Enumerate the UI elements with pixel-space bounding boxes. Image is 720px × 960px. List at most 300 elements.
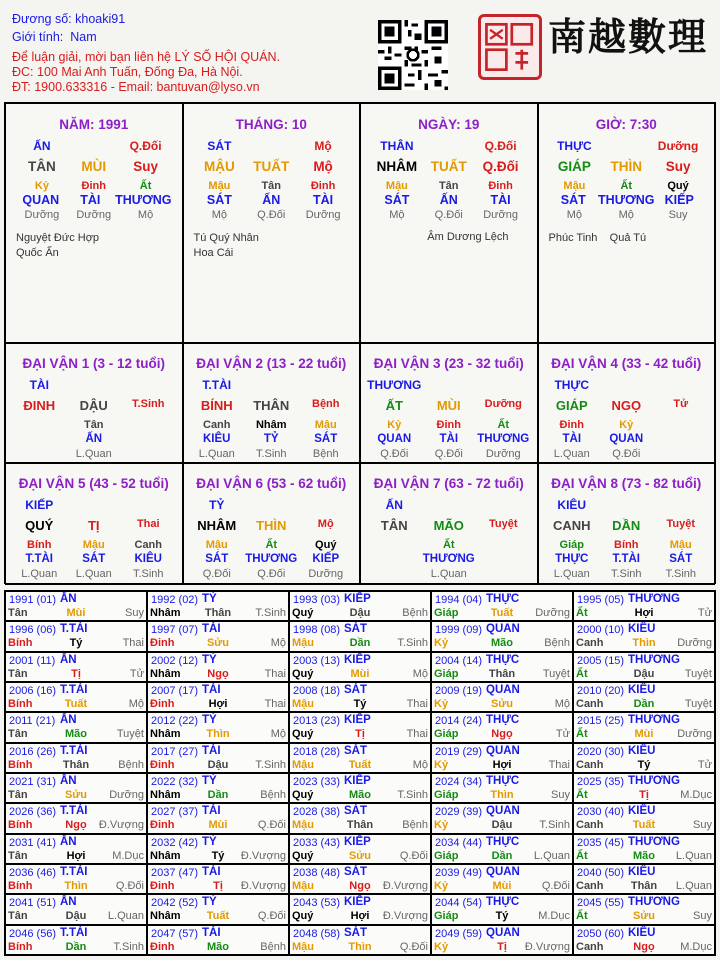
special-stars [16,231,99,261]
year-label: 2014 (24) [435,715,483,728]
year-stem: Kỷ [434,880,449,892]
year-branch: Thân [62,758,90,771]
pillar-value: THÌN [610,159,642,174]
dai-van-hidden-row [6,539,182,551]
year-label: 1997 (07) [151,624,199,637]
year-branch: Mùi [208,819,228,832]
year-state: Q.Đối [257,910,286,923]
year-stem: Kỷ [434,758,449,771]
year-pillar-row [574,728,714,740]
dai-van-state: Mộ [317,518,334,530]
pillar-value: ẤN [439,193,458,207]
ten-god: SÁT [205,553,229,565]
year-cell [5,621,147,651]
year-branch: Sửu [490,698,513,710]
year-star: QUAN [486,926,520,939]
year-pillar-row [148,607,288,619]
hidden-stem: Bính [27,539,52,551]
year-star: THỰC [486,775,520,787]
year-stem: Bính [8,698,33,710]
year-state: Thai [122,637,144,650]
year-cell [147,743,289,773]
pillar-value: SÁT [206,193,232,207]
year-stem: Tân [8,849,28,862]
year-branch: Mão [490,637,513,650]
year-label: 2011 (21) [9,715,56,728]
year-branch: Dậu [633,667,655,680]
year-label: 2012 (22) [151,715,199,728]
hidden-stem [654,419,709,431]
dai-van-pillar-row [6,518,182,533]
pillar-row [361,209,537,221]
ten-god: ẤN [85,433,103,445]
hidden-stem [476,539,531,551]
year-stem: Đinh [150,880,175,892]
dai-van-title: ĐẠI VẬN 6 (53 - 62 tuổi) [196,476,347,491]
year-pillar-row [574,789,714,801]
pillar-title: NĂM: 1991 [59,117,129,132]
year-branch: Thìn [206,728,230,741]
year-stem: Nhâm [150,607,181,619]
year-state: M.Dục [112,849,144,862]
year-label: 2009 (19) [435,685,483,697]
year-state: Đ.Vượng [240,880,286,892]
pillar-value: SÁT [560,193,586,207]
year-pillar-row [148,789,288,801]
pillar-row [6,139,182,153]
dai-van-state: Dưỡng [484,398,522,410]
pillar-row [6,159,182,174]
brand-logo-text: 南越數理 [548,14,709,59]
ten-god: THƯƠNG [245,553,298,565]
dai-van-title: ĐẠI VẬN 3 (23 - 32 tuổi) [373,356,524,371]
pillar-row [6,209,182,221]
spacer [654,378,709,392]
pillar-value: Q.Đối [129,139,162,153]
life-stage [12,448,67,460]
special-star: Âm Dương Lệch [427,231,509,243]
dai-van-god-row [184,553,360,565]
dai-van-title: ĐẠI VẬN 7 (63 - 72 tuổi) [373,476,524,491]
year-label: 2006 (16) [9,685,57,697]
pillar-value: Mộ [211,209,228,221]
dai-van-pillar-row [184,518,360,533]
year-label: 2022 (32) [151,776,199,788]
year-branch: Thân [630,880,658,892]
year-stem: Giáp [434,849,459,862]
dai-van-stem: QUÝ [25,518,54,533]
dai-van-star-row [6,498,182,512]
year-state: Mộ [412,758,428,771]
pillar-value: TÂN [28,159,56,174]
year-label: 2013 (23) [293,715,341,728]
year-pillar-row [6,607,146,619]
year-star: QUAN [486,684,520,696]
ten-god: SÁT [314,433,338,445]
year-state: Q.Đối [257,819,286,832]
year-cell [573,773,715,803]
pillar-value: SÁT [207,139,232,153]
year-branch: Tị [71,667,81,680]
phone-email-line: ĐT: 1900.633316 - Email: bantuvan@lyso.vn [12,80,260,94]
year-pillar-row [574,759,714,771]
pillar-value: TÀI [80,193,101,207]
dai-van-stem: GIÁP [555,398,588,413]
year-branch: Tý [495,910,509,923]
year-label: 2020 (30) [577,745,625,758]
pillar-value: TUẤT [253,159,290,174]
year-label: 2039 (49) [435,867,483,879]
year-label: 2007 (17) [151,685,199,697]
year-cell [431,682,573,712]
year-pillar-row [574,941,714,953]
year-star: T.TÀI [60,926,88,939]
dai-van-hidden-row [539,539,715,551]
dai-van-god-row [6,553,182,565]
year-stem: Tân [8,789,28,801]
year-label: 1991 (01) [9,594,57,606]
year-cell [5,712,147,742]
year-pillar-row [6,941,146,953]
year-pillar-row [432,819,572,831]
dai-van-star-row [184,498,360,512]
year-label: 2047 (57) [151,927,199,940]
ten-god: T.TÀI [25,553,53,565]
year-star: KIÊU [628,805,656,818]
dai-van-hidden-row [184,539,360,551]
year-cell [289,864,431,894]
year-label: 2040 (50) [577,867,625,879]
year-stem: Ất [576,849,588,862]
dai-van-star: T.TÀI [202,378,232,392]
year-branch: Dậu [349,607,371,619]
year-cell [573,864,715,894]
year-label: 1999 (09) [435,624,483,637]
year-state: Dưỡng [109,789,144,801]
year-cell [5,834,147,864]
year-pillar-row [432,789,572,801]
year-cell [573,925,715,955]
year-branch: Mùi [66,607,86,619]
year-label: 2046 (56) [9,927,57,940]
year-branch: Sửu [206,637,229,650]
year-branch: Mùi [634,728,654,741]
year-star: SÁT [344,805,367,818]
dai-van-cell [538,343,716,463]
year-star: THƯƠNG [628,835,680,848]
year-pillar-row [432,607,572,619]
year-branch: Thìn [632,637,656,650]
year-pillar-row [574,668,714,680]
dai-van-stem: ẤT [385,398,403,413]
year-stem: Quý [292,667,314,680]
dai-van-cell [5,463,183,585]
hidden-stem: Giáp [559,539,584,551]
year-stem: Bính [8,637,33,650]
hidden-stem: Đinh [559,419,584,431]
ten-god [476,553,531,565]
year-label: 2001 (11) [9,654,56,667]
year-branch: Mão [348,789,371,801]
year-label: 2019 (29) [435,745,483,758]
spacer [244,378,299,392]
year-cell [147,621,289,651]
life-stage [121,448,176,460]
year-stem: Bính [8,758,33,771]
year-label: 2010 (20) [577,685,625,697]
dai-van-state-row [184,448,360,460]
year-star: KIÊU [628,684,656,696]
pillar-value [600,139,652,153]
year-pillar-row [6,910,146,922]
hidden-stem [367,539,422,551]
spacer [599,498,654,512]
year-label: 1996 (06) [9,624,57,637]
dai-van-state: Tử [673,398,689,410]
year-branch: Tị [213,880,223,892]
life-stage: Q.Đối [202,568,231,580]
year-cell [147,894,289,924]
year-label: 2032 (42) [151,836,199,849]
life-stage: T.Sinh [665,568,697,580]
year-stem: Quý [292,728,314,741]
year-label: 2049 (59) [435,927,483,940]
hidden-stem: Canh [203,419,231,431]
year-cell [431,894,573,924]
dai-van-star: KIẾP [25,498,54,512]
year-star: TỶ [202,593,217,605]
year-cell [289,743,431,773]
hidden-stem: Bính [614,539,639,551]
pillar-row [539,209,715,221]
year-label: 2025 (35) [577,776,625,788]
year-cell [289,803,431,833]
pillar-value: Mộ [314,139,332,153]
year-branch: Tý [637,758,651,771]
pillar-value: SÁT [384,193,410,207]
year-state: T.Sinh [397,637,428,650]
year-stem: Ất [576,728,588,741]
special-star: Hoa Cái [193,247,234,259]
year-branch: Dần [65,940,87,953]
year-stem: Canh [576,758,604,771]
year-branch: Mùi [492,880,512,892]
year-pillar-row [290,728,430,740]
pillar-value: NHÂM [376,159,418,174]
life-stage: L.Quan [430,568,467,580]
ten-god: THỰC [555,553,589,565]
year-stem: Quý [292,849,314,862]
year-star: TỶ [202,775,217,787]
year-stem: Quý [292,910,314,923]
year-branch: Tị [497,940,507,953]
year-stem: Canh [576,698,604,710]
pillar-value [68,139,120,153]
year-pillar-row [290,668,430,680]
pillar-cell [5,103,183,343]
year-pillar-row [432,698,572,710]
year-label: 2003 (13) [293,654,341,667]
dai-van-title: ĐẠI VẬN 8 (73 - 82 tuổi) [551,476,702,491]
dai-van-pillar-row [361,518,537,533]
year-branch: Hợi [492,758,512,771]
year-state: T.Sinh [397,789,428,801]
year-cell [289,682,431,712]
year-cell [573,803,715,833]
year-branch: Dậu [65,910,87,923]
year-stem: Canh [576,940,604,953]
year-star: TỶ [202,714,217,727]
pillar-row [6,193,182,207]
year-label: 2034 (44) [435,836,483,849]
year-state: M.Dục [680,940,712,953]
life-stage: L.Quan [75,448,112,460]
pillar-row [184,180,360,192]
pillar-row [184,159,360,174]
life-stage [367,568,422,580]
red-seal-logo [478,14,542,80]
address-line: ĐC: 100 Mai Anh Tuấn, Đống Đa, Hà Nội. [12,65,243,79]
ten-god: TỶ [263,433,279,445]
dai-van-star: TỶ [209,498,225,512]
year-star: THỰC [486,593,520,605]
year-pillar-row [148,941,288,953]
year-pillar-row [148,668,288,680]
hidden-stem: Mậu [314,419,337,431]
dai-van-branch: MÙI [436,398,461,413]
dai-van-stem: NHÂM [197,518,237,533]
year-state: Tử [697,607,712,619]
year-label: 2038 (48) [293,867,341,879]
year-label: 2045 (55) [577,897,625,910]
year-state: T.Sinh [113,940,144,953]
year-branch: Hợi [208,698,228,710]
year-stem: Canh [576,637,604,650]
dai-van-star-row [539,378,715,392]
year-star: TÀI [202,744,221,757]
pillar-value: THƯƠNG [598,193,655,207]
year-label: 2029 (39) [435,806,483,819]
hidden-stem: Mậu [82,539,105,551]
spacer [299,378,354,392]
hidden-stem: Canh [134,539,162,551]
year-star: T.TÀI [60,684,88,696]
year-label: 2017 (27) [151,745,199,758]
year-cell [5,894,147,924]
pillar-value: Suy [665,159,691,174]
dai-van-star: THƯƠNG [367,378,422,392]
year-state: T.Sinh [539,819,570,832]
dai-van-god-row [361,433,537,445]
year-cell [5,773,147,803]
year-star: KIÊU [628,866,656,878]
dai-van-state-row [184,568,360,580]
year-pillar-row [6,637,146,649]
year-star: SÁT [344,866,367,878]
year-label: 2033 (43) [293,836,341,849]
year-stem: Canh [576,880,604,892]
dai-van-cell [360,343,538,463]
dai-van-star-row [539,498,715,512]
ten-god: THƯƠNG [422,553,475,565]
year-pillar-row [574,850,714,862]
ten-god: KIÊU [203,433,231,445]
year-label: 2042 (52) [151,897,199,910]
pillar-value: ẤN [33,139,51,153]
year-label: 1995 (05) [577,594,625,606]
year-stem: Bính [8,880,33,892]
pillar-row [6,180,182,192]
year-state: Bệnh [260,940,286,953]
dai-van-star: TÀI [29,378,49,392]
year-state: M.Dục [538,910,570,923]
life-stage: Q.Đối [612,448,641,460]
hidden-stem: Mậu [669,539,692,551]
year-state: Thai [264,698,286,710]
year-pillar-row [574,819,714,831]
year-stem: Nhâm [150,789,181,801]
dai-van-god-row [361,553,537,565]
year-star: TỶ [202,896,217,909]
year-cell [147,925,289,955]
year-star: SÁT [344,684,367,696]
year-cell [5,682,147,712]
ten-god [121,433,176,445]
pillar-value: Mộ [389,209,405,221]
life-stage: L.Quan [553,448,590,460]
year-state: Mộ [412,667,428,680]
pillar-value: Ất [620,180,633,192]
year-branch: Mão [64,728,87,741]
year-state: Dưỡng [535,607,570,619]
year-stem: Ất [576,789,588,801]
year-stem: Nhâm [150,849,181,862]
pillar-value: Kỷ [34,180,49,192]
dai-van-state: T.Sinh [132,398,165,410]
year-label: 1998 (08) [293,624,341,637]
year-state: Suy [693,910,712,923]
year-star: THƯƠNG [628,593,680,605]
pillar-row [539,193,715,207]
year-branch: Mão [632,849,655,862]
year-star: TÀI [202,926,221,939]
year-stem: Giáp [434,789,459,801]
year-star: TỶ [202,653,217,666]
year-stem: Giáp [434,667,459,680]
year-stem: Mậu [292,940,314,953]
year-pillar-row [290,698,430,710]
spacer [67,378,122,392]
year-cell [573,894,715,924]
special-star: Phúc Tinh Quả Tú [548,232,647,244]
pillar-cell [538,103,716,343]
spacer [244,498,299,512]
pillar-value: Mộ [618,209,634,221]
year-branch: Ngọ [491,728,513,741]
pillar-row [361,180,537,192]
year-cell [431,743,573,773]
year-label: 2031 (41) [9,836,57,849]
year-star: THƯƠNG [628,775,680,787]
year-branch: Dần [207,789,229,801]
ten-god [367,553,422,565]
hidden-stem: Tân [83,419,104,431]
year-stem: Bính [8,819,33,832]
year-state: T.Sinh [255,758,286,771]
year-state: Thai [548,758,570,771]
year-cell [289,621,431,651]
year-state: Mộ [128,698,144,710]
